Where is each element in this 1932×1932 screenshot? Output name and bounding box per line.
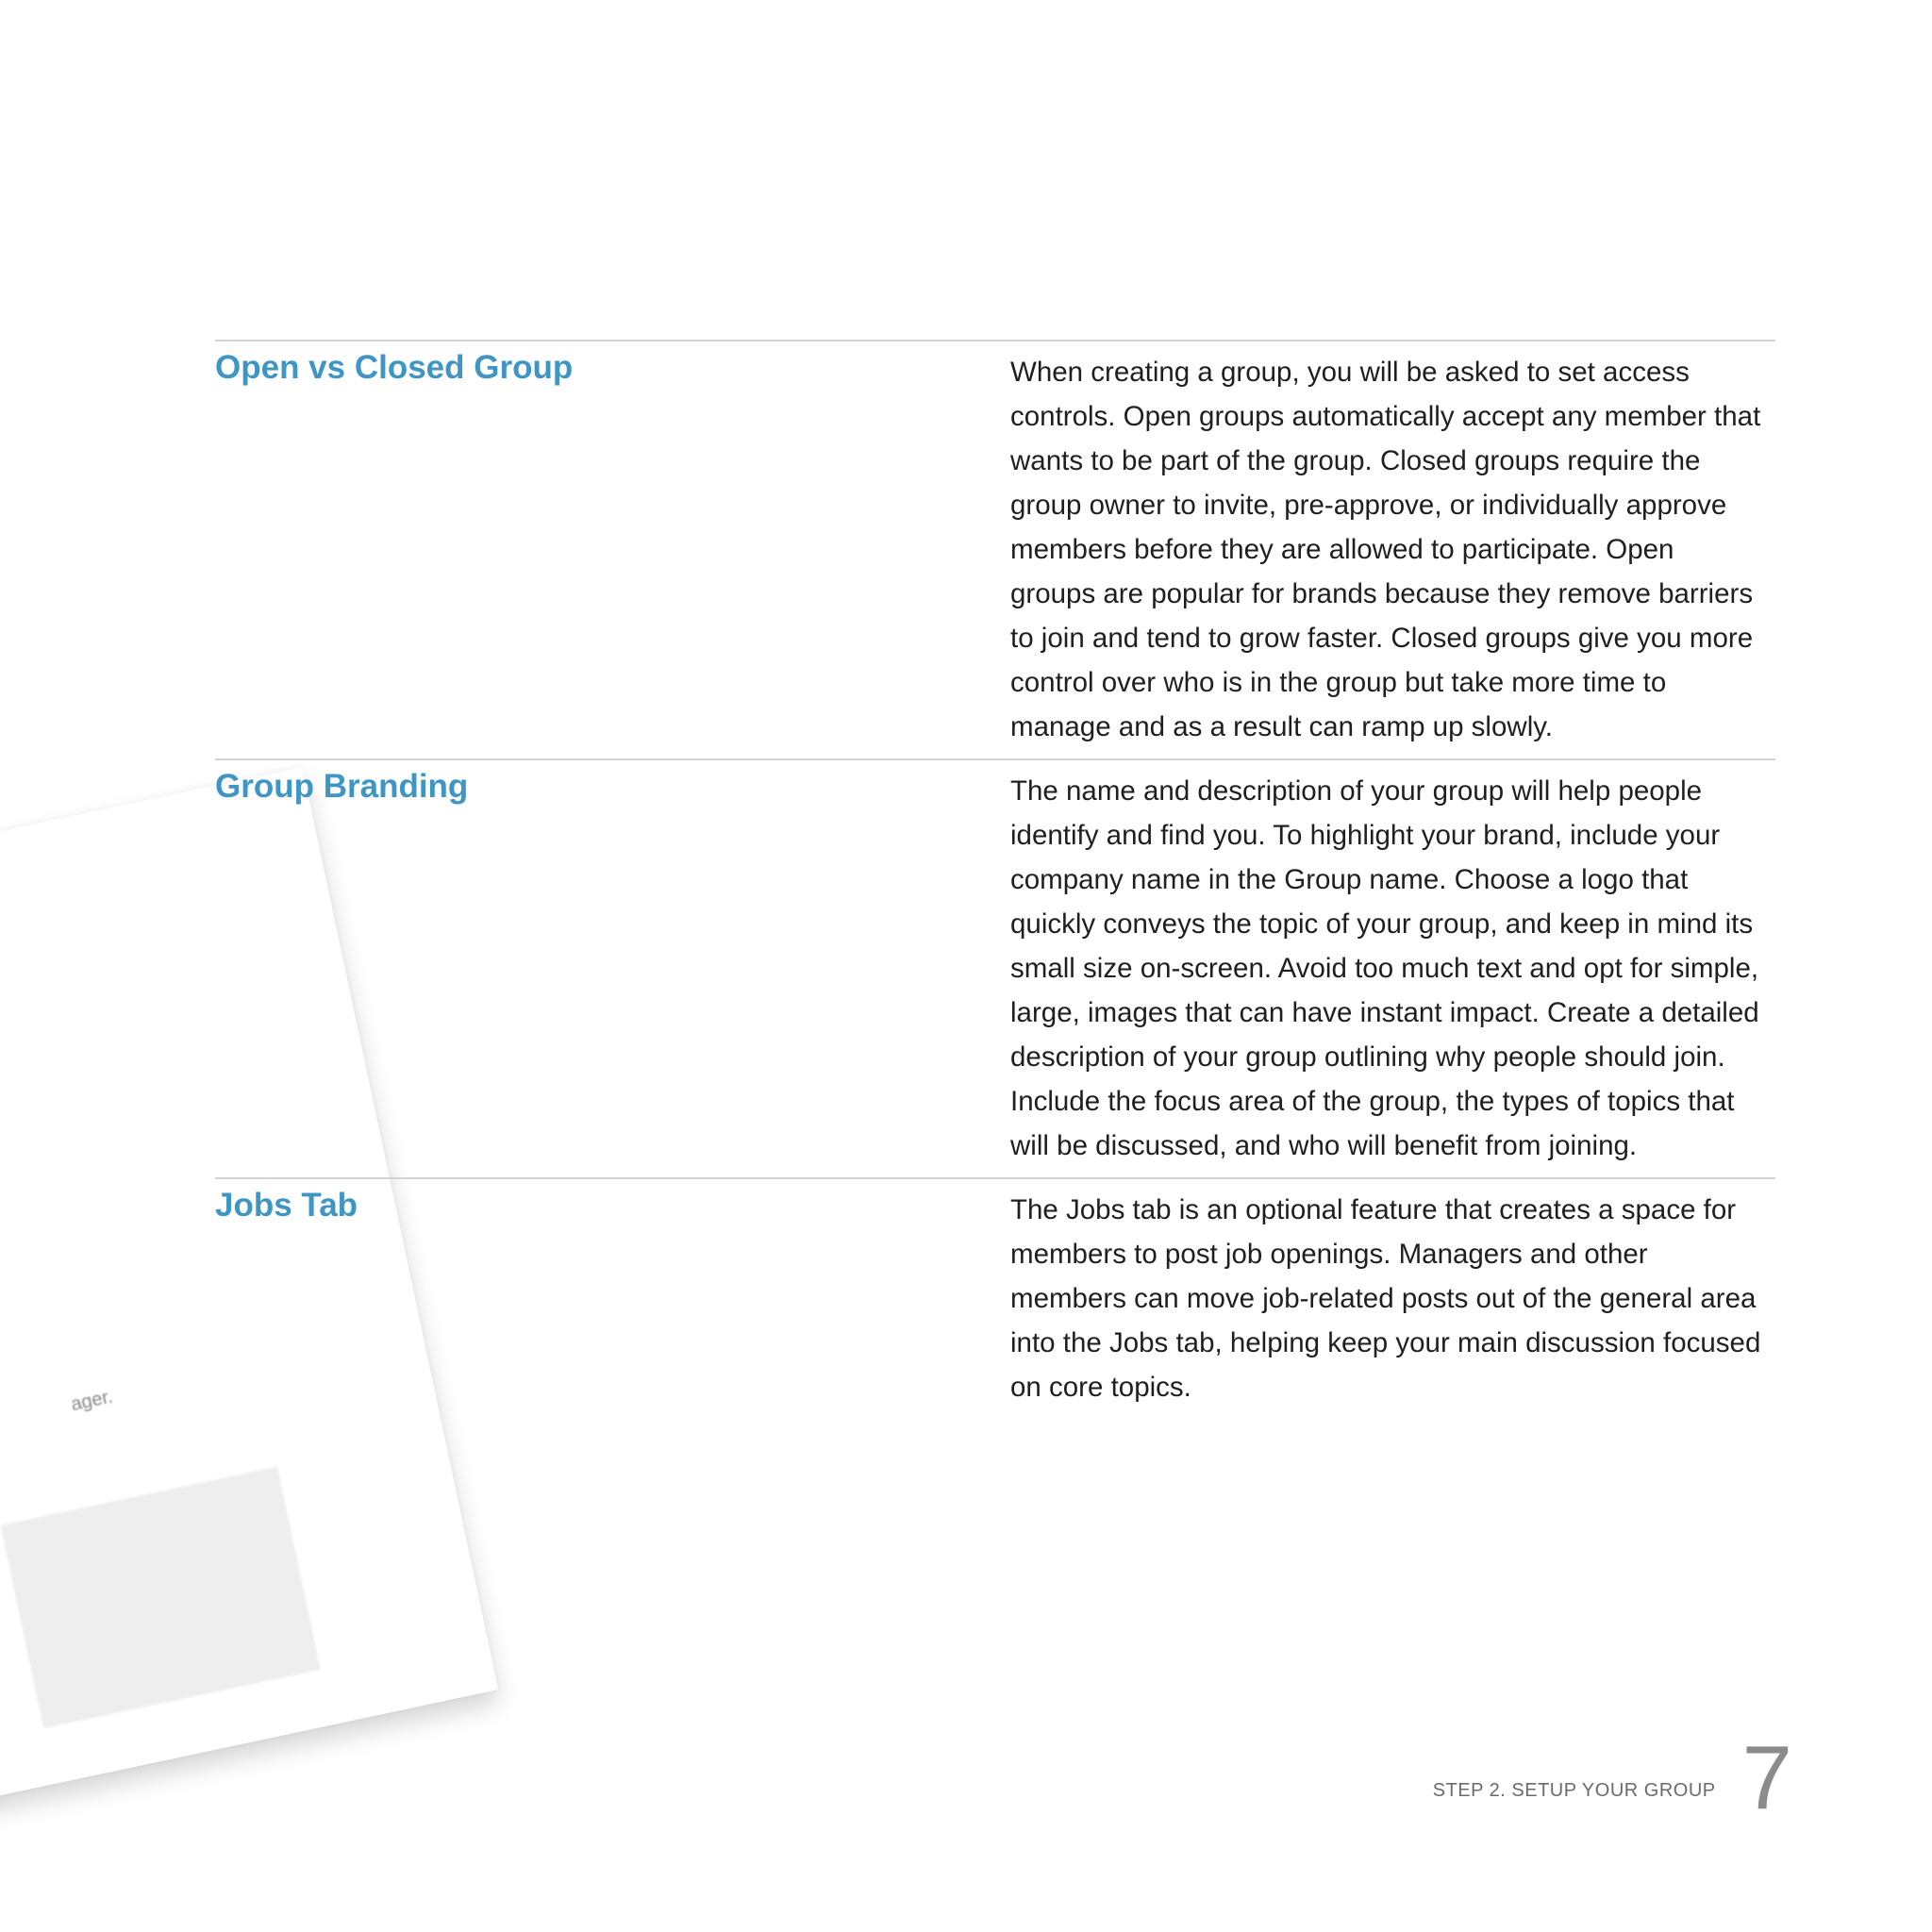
section-body: The name and description of your group will help people identify and find you. To highlight your brand, include your company name in the Group name. Choose a logo that quickly conveys the topic of your group, and keep in mind its small size on-screen. Avoid too much text and opt for simple, large, images that can have instant impact. Create a detailed description of your group outlining why people should join. Include the focus area of the group, the types of topics that will be discussed, and who will benefit from joining. <box>1010 775 1759 1161</box>
section-body: When creating a group, you will be asked to set access controls. Open groups automatically accept any member that wants to be part of the group. Closed groups require the group owner to invite, pre-approve, or individually approve members before they are allowed to participate. Open groups are popular for brands because they remove barriers to join and tend to grow faster. Closed groups give you more control over who is in the group but take more time to manage and as a result can ramp up slowly. <box>1010 357 1761 742</box>
paper-image-placeholder <box>1 1467 321 1729</box>
document-content <box>215 340 1775 1419</box>
paper-text-fragment: ager. <box>69 1386 115 1416</box>
section-heading: Open vs Closed Group <box>215 349 574 386</box>
section-group-branding <box>215 758 1775 1177</box>
page-footer <box>1432 1727 1792 1828</box>
section-body: The Jobs tab is an optional feature that creates a space for members to post job openings. Managers and other members can move job-related posts out of the general area into the Jobs tab, helping keep your main discussion focused on core topics. <box>1010 1194 1761 1403</box>
footer-step-label: STEP 2. SETUP YOUR GROUP <box>1432 1780 1716 1801</box>
section-heading: Jobs Tab <box>215 1187 358 1224</box>
section-jobs-tab <box>215 1177 1775 1419</box>
section-heading: Group Branding <box>215 768 469 805</box>
section-open-vs-closed-group <box>215 340 1775 758</box>
page-number: 7 <box>1741 1727 1792 1828</box>
